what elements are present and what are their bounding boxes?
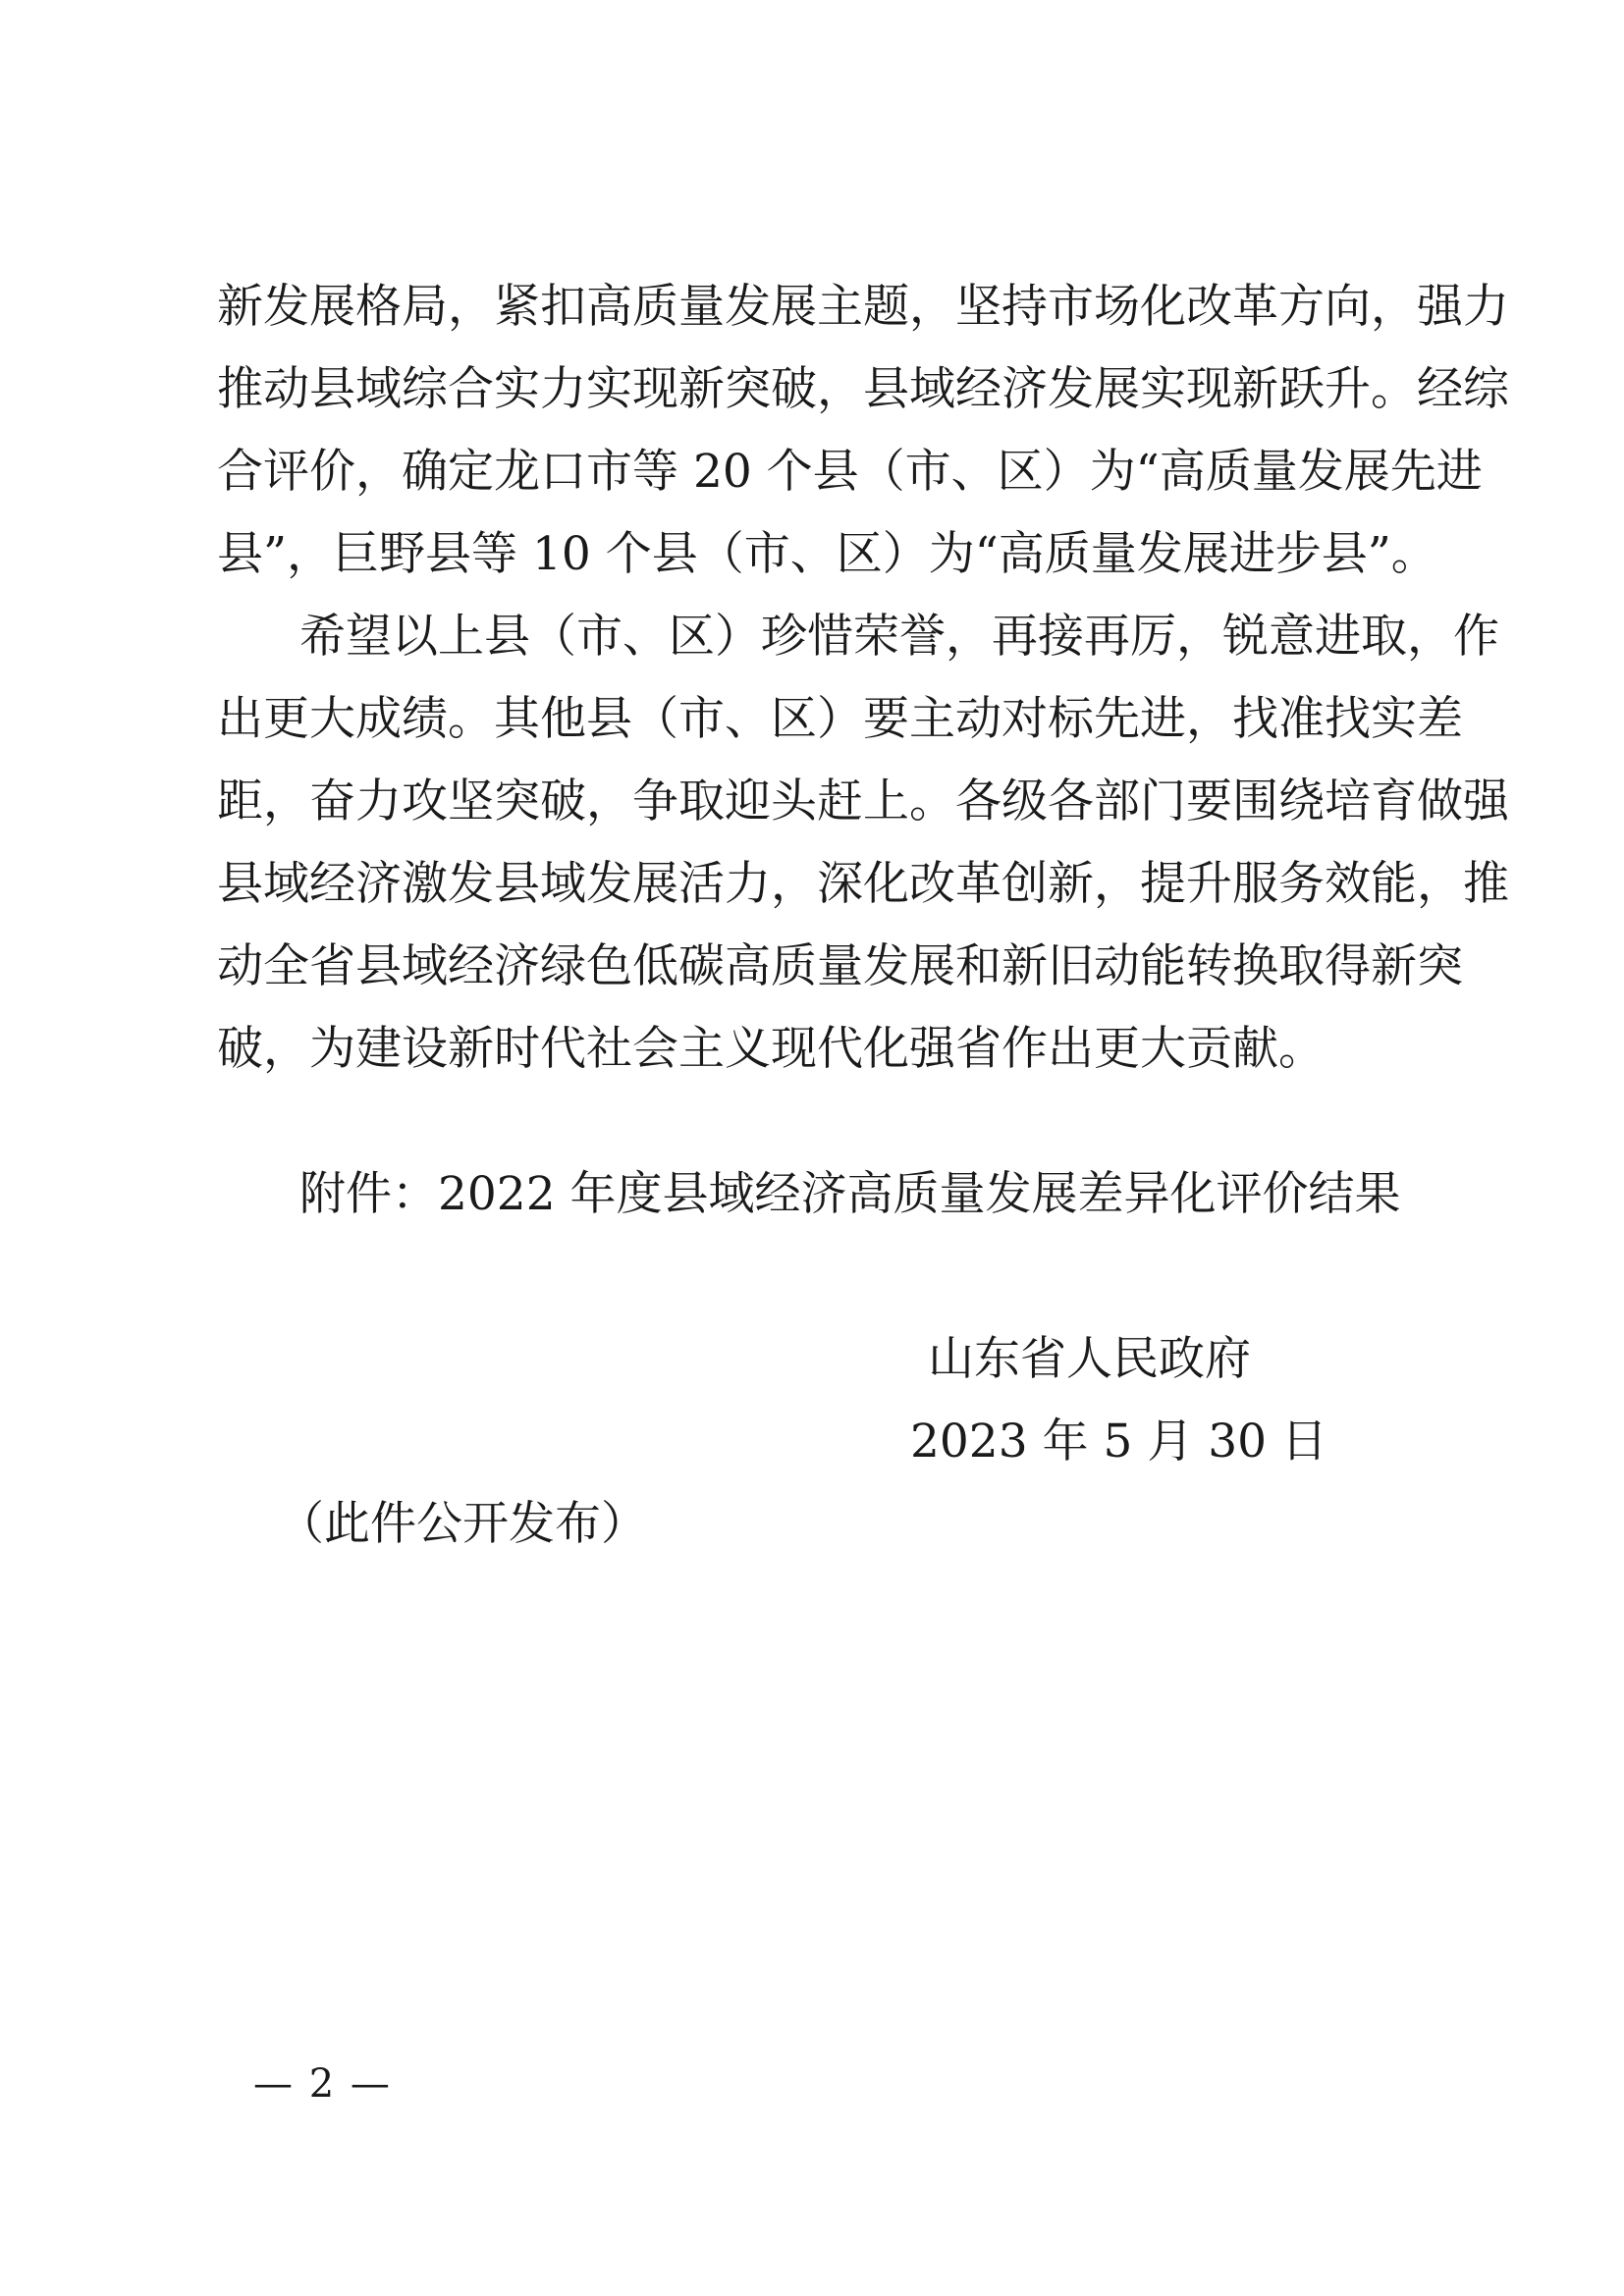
attachment-note: 附件：2022 年度县域经济高质量发展差异化评价结果 bbox=[299, 1167, 1401, 1221]
paragraph-1-line-1: 新发展格局，紧扣高质量发展主题，坚持市场化改革方向，强力 bbox=[217, 280, 1509, 334]
paragraph-1-line-4: 县”，巨野县等 10 个县（市、区）为“高质量发展进步县”。 bbox=[217, 527, 1437, 581]
paragraph-2-line-3: 距，奋力攻坚突破，争取迎头赶上。各级各部门要围绕培育做强 bbox=[217, 774, 1509, 828]
paragraph-2-line-1: 希望以上县（市、区）珍惜荣誉，再接再厉，锐意进取，作 bbox=[299, 610, 1499, 664]
paragraph-2-line-5: 动全省县域经济绿色低碳高质量发展和新旧动能转换取得新突 bbox=[217, 939, 1463, 993]
paragraph-1-line-2: 推动县域综合实力实现新突破，县域经济发展实现新跃升。经综 bbox=[217, 362, 1509, 416]
page-number: — 2 — bbox=[253, 2061, 392, 2107]
issue-date: 2023 年 5 月 30 日 bbox=[910, 1415, 1328, 1468]
paragraph-2-line-4: 县域经济激发县域发展活力，深化改革创新，提升服务效能，推 bbox=[217, 857, 1509, 911]
paragraph-1-line-3: 合评价，确定龙口市等 20 个县（市、区）为“高质量发展先进 bbox=[217, 445, 1483, 499]
paragraph-2-line-6: 破，为建设新时代社会主义现代化强省作出更大贡献。 bbox=[217, 1022, 1325, 1076]
paragraph-2-line-2: 出更大成绩。其他县（市、区）要主动对标先进，找准找实差 bbox=[217, 692, 1463, 746]
issuer-name: 山东省人民政府 bbox=[928, 1332, 1251, 1386]
publication-note: （此件公开发布） bbox=[278, 1497, 647, 1551]
